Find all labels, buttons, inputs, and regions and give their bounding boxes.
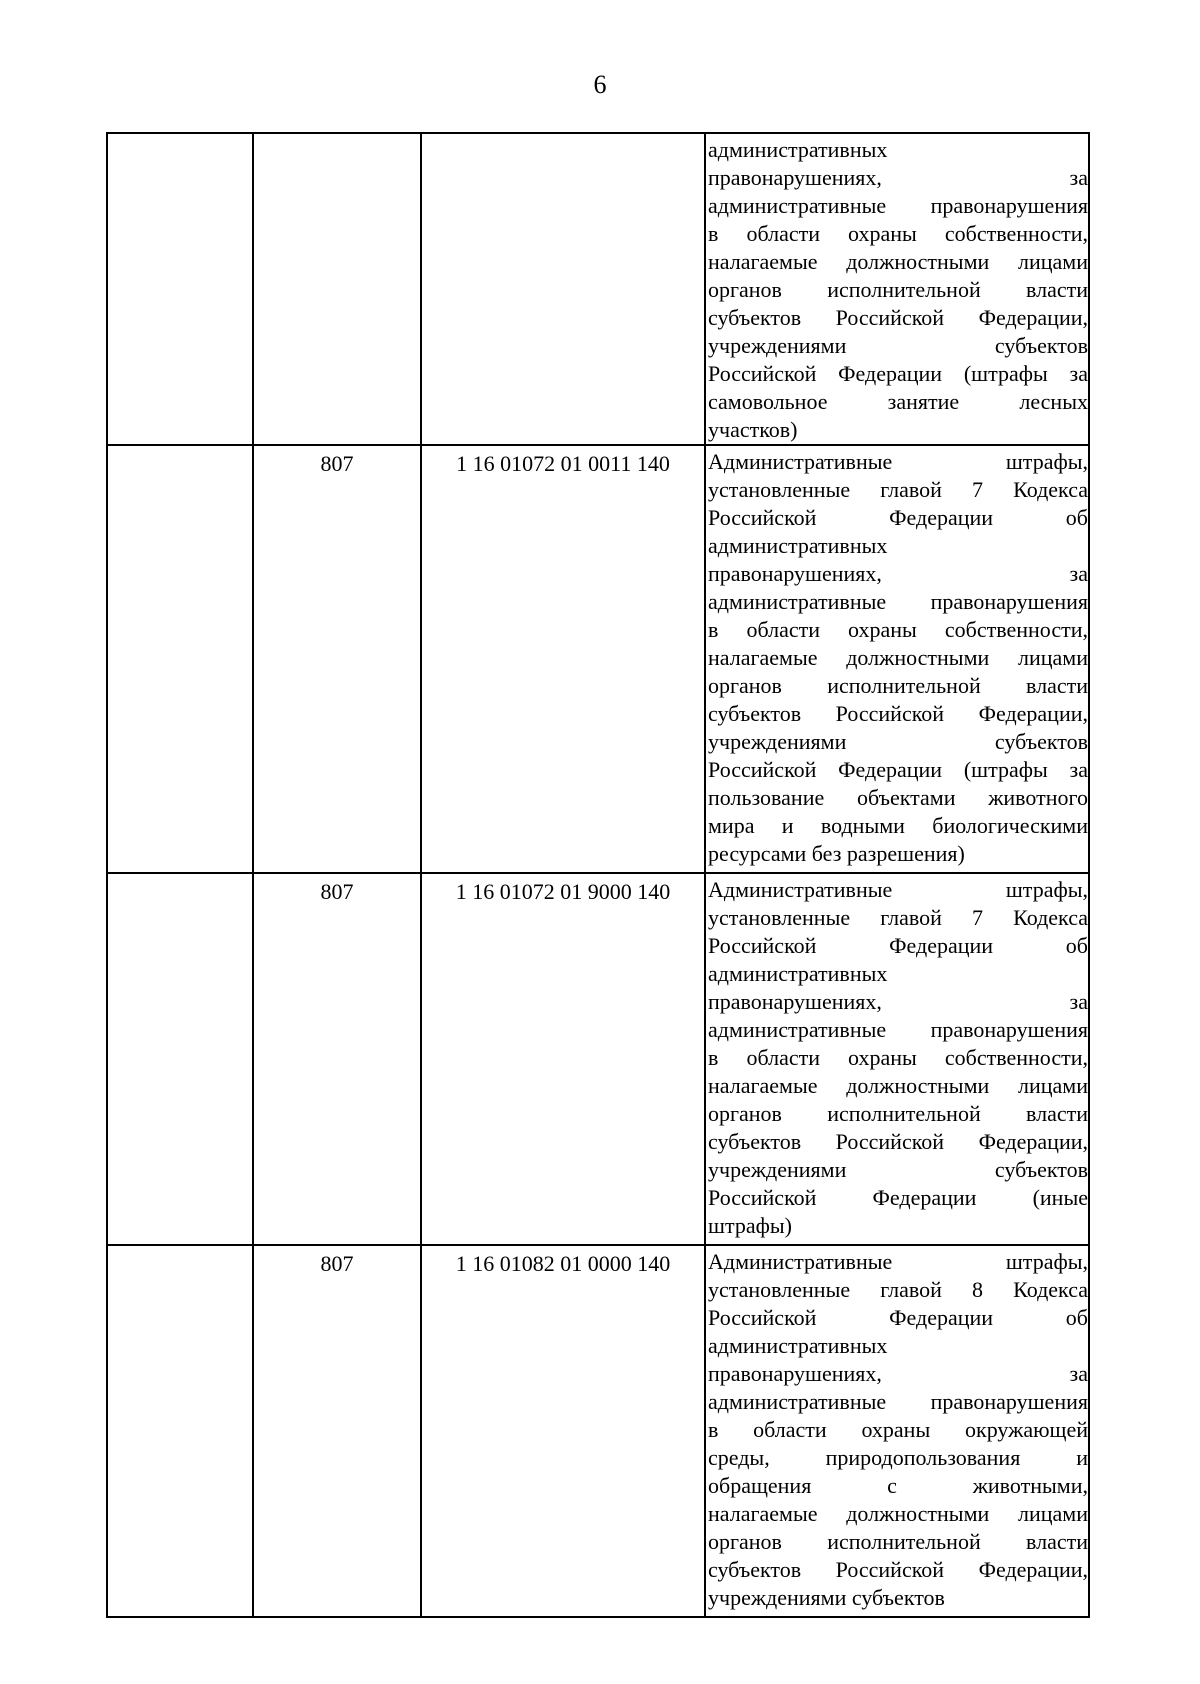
- admin-code-cell: [253, 133, 421, 445]
- table-row: [107, 1245, 1089, 1617]
- description-line: в области охраны собственности,: [708, 617, 1088, 642]
- description-line: правонарушениях, за: [708, 561, 1088, 586]
- description-line: налагаемые должностными лицами: [708, 645, 1088, 670]
- budget-code-cell: 1 16 01082 01 0000 140: [421, 1245, 705, 1617]
- description-cell: [705, 133, 1089, 445]
- description-line: административные правонарушения: [708, 1017, 1088, 1042]
- admin-code-cell: 807: [253, 1245, 421, 1617]
- description-line: Российской Федерации (штрафы за: [708, 757, 1088, 782]
- description-cell: [705, 1245, 1089, 1617]
- description-cell: [705, 445, 1089, 873]
- description-line: правонарушениях, за: [708, 165, 1088, 190]
- description-line: Российской Федерации об: [708, 933, 1088, 958]
- description-line: пользование объектами животного: [708, 785, 1088, 810]
- description-line: мира и водными биологическими: [708, 813, 1088, 838]
- description-line: налагаемые должностными лицами: [708, 1501, 1088, 1526]
- empty-cell: [107, 133, 253, 445]
- description-line: установленные главой 8 Кодекса: [708, 1277, 1088, 1302]
- admin-code-cell: 807: [253, 445, 421, 873]
- description-line: в области охраны окружающей: [708, 1417, 1088, 1442]
- description-line: субъектов Российской Федерации,: [708, 1129, 1088, 1154]
- description-line: правонарушениях, за: [708, 989, 1088, 1014]
- description-line: учреждениями субъектов: [708, 1157, 1088, 1182]
- description-line: административные правонарушения: [708, 589, 1088, 614]
- description-line: ресурсами без разрешения): [708, 841, 965, 866]
- description-line: Административные штрафы,: [708, 449, 1088, 474]
- empty-cell: [107, 445, 253, 873]
- description-line: административных: [708, 1333, 888, 1358]
- description-line: Российской Федерации (штрафы за: [708, 361, 1088, 386]
- admin-code-cell: 807: [253, 873, 421, 1245]
- description-line: установленные главой 7 Кодекса: [708, 905, 1088, 930]
- description-line: штрафы): [708, 1213, 792, 1238]
- table-row: [107, 445, 1089, 873]
- description-line: административные правонарушения: [708, 1389, 1088, 1414]
- description-line: субъектов Российской Федерации,: [708, 701, 1088, 726]
- table-row: [107, 873, 1089, 1245]
- page-number: 6: [593, 70, 607, 99]
- description-line: административных: [708, 137, 888, 162]
- budget-code-cell: 1 16 01072 01 9000 140: [421, 873, 705, 1245]
- budget-codes-table: [106, 132, 1090, 1618]
- description-line: в области охраны собственности,: [708, 221, 1088, 246]
- description-cell: [705, 873, 1089, 1245]
- description-line: обращения с животными,: [708, 1473, 1088, 1498]
- description-line: административные правонарушения: [708, 193, 1088, 218]
- table-row: [107, 133, 1089, 445]
- description-line: самовольное занятие лесных: [708, 389, 1088, 414]
- description-line: правонарушениях, за: [708, 1361, 1088, 1386]
- description-line: Российской Федерации (иные: [708, 1185, 1088, 1210]
- description-line: административных: [708, 961, 888, 986]
- description-line: участков): [708, 417, 798, 442]
- description-line: в области охраны собственности,: [708, 1045, 1088, 1070]
- description-line: учреждениями субъектов: [708, 333, 1088, 358]
- description-line: субъектов Российской Федерации,: [708, 305, 1088, 330]
- budget-code-cell: 1 16 01072 01 0011 140: [421, 445, 705, 873]
- description-line: Российской Федерации об: [708, 1305, 1088, 1330]
- description-line: установленные главой 7 Кодекса: [708, 477, 1088, 502]
- description-line: налагаемые должностными лицами: [708, 249, 1088, 274]
- budget-code-cell: [421, 133, 705, 445]
- description-line: среды, природопользования и: [708, 1445, 1088, 1470]
- description-line: учреждениями субъектов: [708, 1585, 945, 1610]
- description-line: органов исполнительной власти: [708, 277, 1088, 302]
- description-line: субъектов Российской Федерации,: [708, 1557, 1088, 1582]
- table-body: [107, 133, 1089, 1617]
- description-line: органов исполнительной власти: [708, 673, 1088, 698]
- empty-cell: [107, 873, 253, 1245]
- empty-cell: [107, 1245, 253, 1617]
- description-line: Административные штрафы,: [708, 1249, 1088, 1274]
- description-line: органов исполнительной власти: [708, 1529, 1088, 1554]
- description-line: административных: [708, 533, 888, 558]
- description-line: Административные штрафы,: [708, 877, 1088, 902]
- description-line: Российской Федерации об: [708, 505, 1088, 530]
- description-line: налагаемые должностными лицами: [708, 1073, 1088, 1098]
- description-line: органов исполнительной власти: [708, 1101, 1088, 1126]
- description-line: учреждениями субъектов: [708, 729, 1088, 754]
